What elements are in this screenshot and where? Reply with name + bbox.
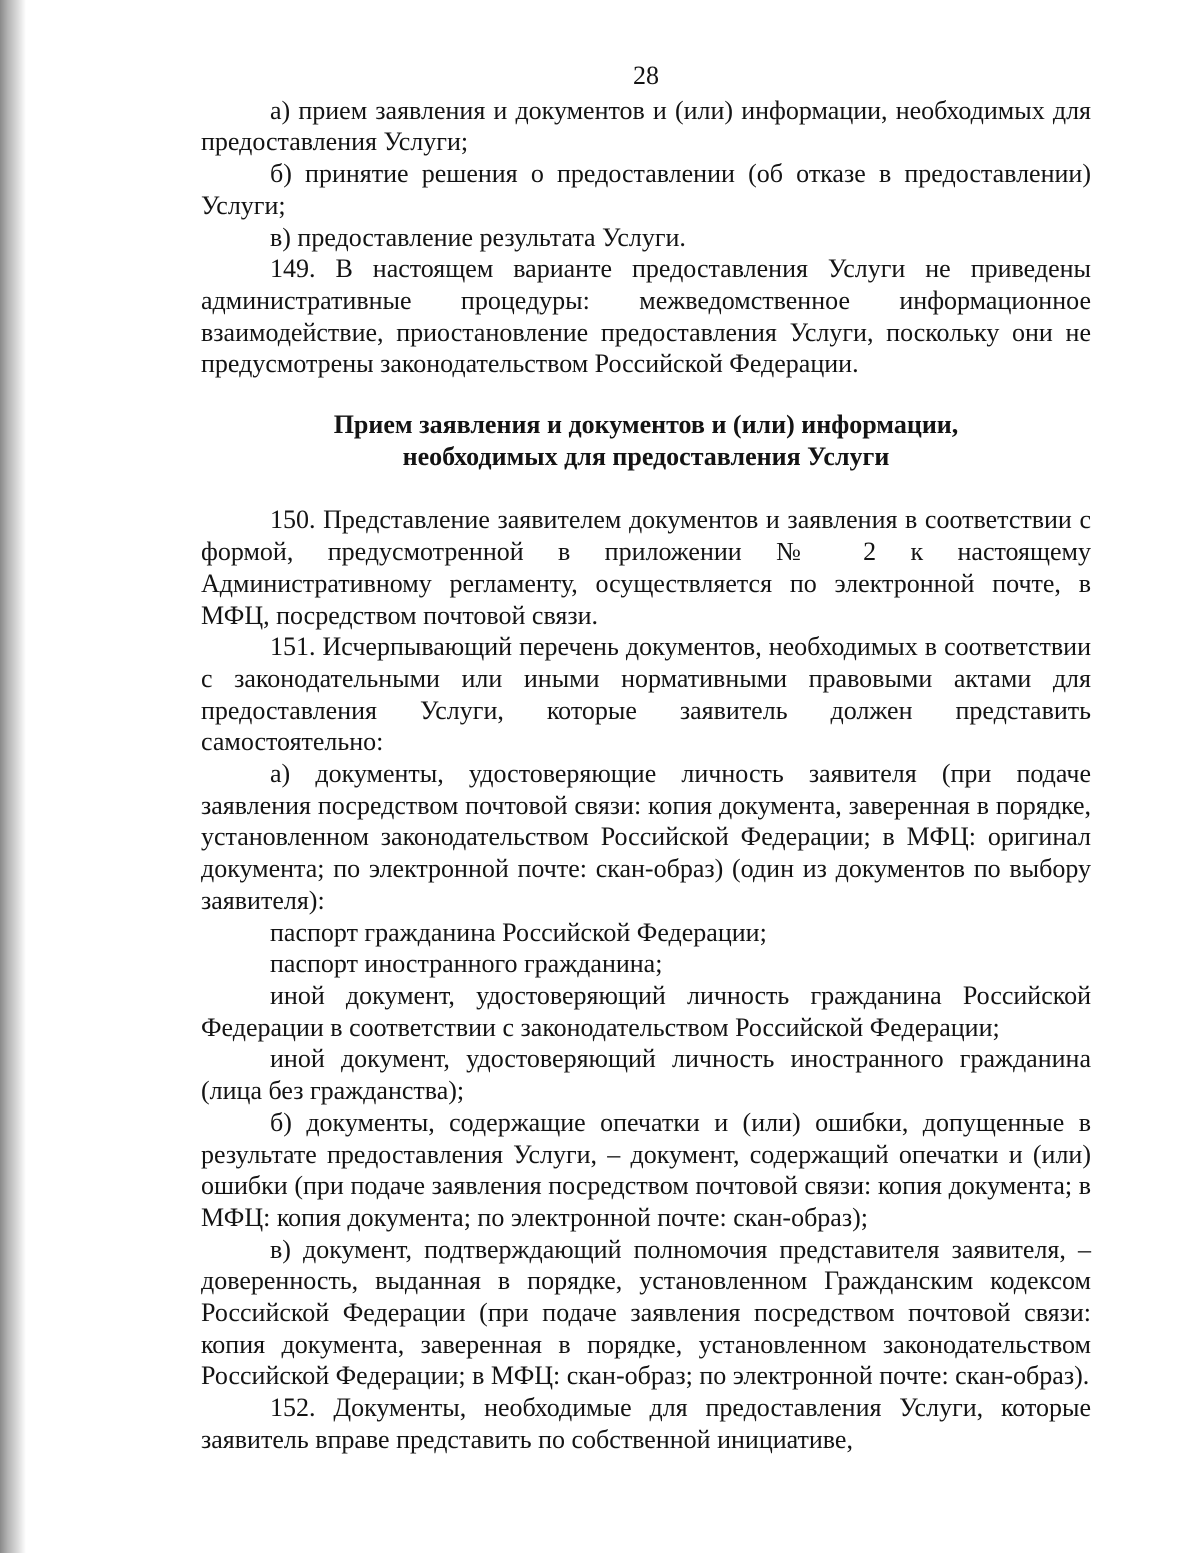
- section-heading-line-1: Прием заявления и документов и (или) информации,: [333, 410, 959, 440]
- section-heading-line-2: необходимых для предоставления Услуги: [402, 441, 890, 471]
- paragraph-151-item-a: а) документы, удостоверяющие личность заявителя (при подаче заявления посредством почтовой связи: копия документа, заверенная в порядке, установленном законодательством Российской Федерации; в МФЦ: оригинал документа; по электронной почте: скан-образ) (один из документов по выбору заявителя):: [201, 759, 1091, 915]
- paragraph-151: 151. Исчерпывающий перечень документов, необходимых в соответствии с законодательными или иными нормативными правовыми актами для предоставления Услуги, которые заявитель должен представить самостоятельно:: [201, 632, 1091, 757]
- paragraph-149: 149. В настоящем варианте предоставления Услуги не приведены административные процедуры: межведомственное информационное взаимодействие, приостановление предоставления Услуги, поскольку они не предусмотрены законодательством Российской Федерации.: [201, 254, 1091, 379]
- section-heading: [201, 409, 1091, 472]
- paragraph-item-v: в) предоставление результата Услуги.: [270, 222, 686, 252]
- paragraph-150: 150. Представление заявителем документов и заявления в соответствии с формой, предусмотренной в приложении № 2 к настоящему Административному регламенту, осуществляется по электронной почте, в МФЦ, посредством почтовой связи.: [201, 505, 1091, 630]
- scan-edge-shadow: [0, 0, 26, 1553]
- paragraph-151-item-b: б) документы, содержащие опечатки и (или) ошибки, допущенные в результате предоставления Услуги, – документ, содержащий опечатки и (или) ошибки (при подаче заявления посредством почтовой связи: копия документа; в МФЦ: копия документа; по электронной почте: скан-образ);: [201, 1107, 1091, 1232]
- list-item-other-doc-foreign: иной документ, удостоверяющий личность иностранного гражданина (лица без гражданства);: [201, 1044, 1091, 1106]
- list-item-other-doc-rf: иной документ, удостоверяющий личность гражданина Российской Федерации в соответствии с законодательством Российской Федерации;: [201, 980, 1091, 1042]
- paragraph-item-b: б) принятие решения о предоставлении (об отказе в предоставлении) Услуги;: [201, 159, 1091, 220]
- document-page: [201, 60, 1091, 1456]
- paragraph-152: 152. Документы, необходимые для предоставления Услуги, которые заявитель вправе представить по собственной инициативе,: [201, 1393, 1091, 1454]
- page-number: 28: [633, 61, 659, 90]
- paragraph-item-a: а) прием заявления и документов и (или) информации, необходимых для предоставления Услуги;: [201, 95, 1091, 157]
- list-item-passport-rf: паспорт гражданина Российской Федерации;: [270, 917, 767, 947]
- list-item-passport-foreign: паспорт иностранного гражданина;: [270, 949, 663, 979]
- paragraph-151-item-v: в) документ, подтверждающий полномочия представителя заявителя, – доверенность, выданная в порядке, установленном Гражданским кодексом Российской Федерации (при подаче заявления посредством почтовой связи: копия документа, заверенная в порядке, установленном законодательством Российской Федерации; в МФЦ: скан-образ; по электронной почте: скан-образ).: [201, 1234, 1091, 1391]
